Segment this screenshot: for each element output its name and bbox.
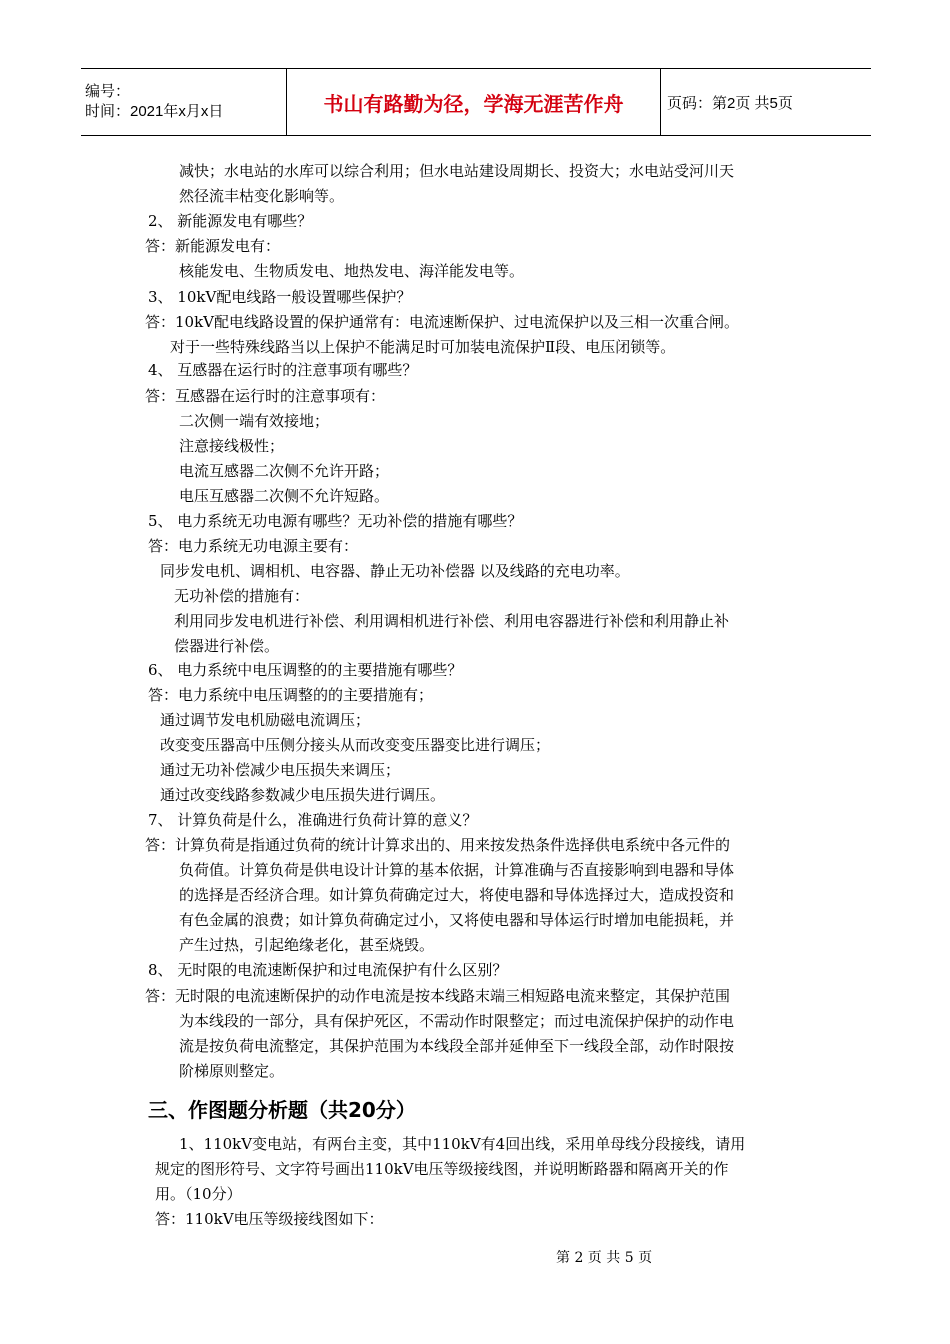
- header-table: [81, 68, 871, 136]
- text-line: 无功补偿的措施有：: [174, 587, 310, 605]
- text-line: 电压互感器二次侧不允许短路。: [179, 487, 390, 505]
- text-line: 阶梯原则整定。: [179, 1062, 285, 1080]
- text-line: 通过改变线路参数减少电压损失进行调压。: [160, 786, 446, 804]
- answer-line: 答：电力系统无功电源主要有：: [148, 537, 359, 555]
- question-line: 2、 新能源发电有哪些？: [148, 212, 313, 230]
- header-info-cell: [81, 69, 287, 136]
- text-line: 注意接线极性；: [179, 437, 285, 455]
- text-line: 同步发电机、调相机、电容器、静止无功补偿器 以及线路的充电功率。: [160, 562, 630, 580]
- answer-line: 答：新能源发电有：: [145, 237, 281, 255]
- text-line: 的选择是否经济合理。如计算负荷确定过大，将使电器和导体选择过大，造成投资和: [179, 886, 735, 904]
- text-line: 利用同步发电机进行补偿、利用调相机进行补偿、利用电容器进行补偿和利用静止补: [174, 612, 730, 630]
- text-line: 流是按负荷电流整定，其保护范围为本线段全部并延伸至下一线段全部，动作时限按: [179, 1037, 735, 1055]
- answer-line: 答：110kV电压等级接线图如下：: [155, 1210, 384, 1228]
- text-line: 通过无功补偿减少电压损失来调压；: [160, 761, 401, 779]
- page-footer: 第 2 页 共 5 页: [556, 1250, 653, 1266]
- text-line: 负荷值。计算负荷是供电设计计算的基本依据，计算准确与否直接影响到电器和导体: [179, 861, 735, 879]
- text-line: 二次侧一端有效接地；: [179, 412, 330, 430]
- number-label: 编号：: [85, 83, 131, 100]
- question-line: 4、 互感器在运行时的注意事项有哪些？: [148, 361, 418, 379]
- text-line: 核能发电、生物质发电、地热发电、海洋能发电等。: [179, 262, 525, 280]
- question-line: 5、 电力系统无功电源有哪些？无功补偿的措施有哪些？: [148, 512, 523, 530]
- answer-line: 答：无时限的电流速断保护的动作电流是按本线路末端三相短路电流来整定，其保护范围: [145, 987, 731, 1005]
- text-line: 用。（10分）: [155, 1185, 242, 1203]
- question-line: 3、 10kV配电线路一般设置哪些保护？: [148, 288, 412, 306]
- page-label: 页码：第2页 共5页: [661, 69, 872, 136]
- question-line: 8、 无时限的电流速断保护和过电流保护有什么区别？: [148, 961, 508, 979]
- text-line: 偿器进行补偿。: [174, 637, 280, 655]
- motto: 书山有路勤为径，学海无涯苦作舟: [287, 69, 661, 136]
- answer-line: 答：10kV配电线路设置的保护通常有：电流速断保护、过电流保护以及三相一次重合闸。: [145, 313, 740, 331]
- text-line: 1、110kV变电站，有两台主变，其中110kV有4回出线，采用单母线分段接线，请用: [179, 1135, 746, 1153]
- date-label: 时间：2021年x月x日: [85, 103, 224, 120]
- question-line: 7、 计算负荷是什么，准确进行负荷计算的意义？: [148, 811, 478, 829]
- answer-line: 答：互感器在运行时的注意事项有：: [145, 387, 386, 405]
- section-title: 三、作图题分析题（共20分）: [148, 1098, 416, 1122]
- text-line: 为本线段的一部分，具有保护死区，不需动作时限整定；而过电流保护保护的动作电: [179, 1012, 735, 1030]
- text-line: 产生过热，引起绝缘老化，甚至烧毁。: [179, 936, 435, 954]
- text-line: 然径流丰枯变化影响等。: [179, 187, 345, 205]
- answer-line: 答：计算负荷是指通过负荷的统计计算求出的、用来按发热条件选择供电系统中各元件的: [145, 836, 731, 854]
- question-line: 6、 电力系统中电压调整的的主要措施有哪些？: [148, 661, 463, 679]
- text-line: 对于一些特殊线路当以上保护不能满足时可加装电流保护Ⅱ段、电压闭锁等。: [170, 338, 676, 356]
- text-line: 有色金属的浪费；如计算负荷确定过小，又将使电器和导体运行时增加电能损耗，并: [179, 911, 735, 929]
- text-line: 改变变压器高中压侧分接头从而改变变压器变比进行调压；: [160, 736, 551, 754]
- text-line: 规定的图形符号、文字符号画出110kV电压等级接线图，并说明断路器和隔离开关的作: [155, 1160, 729, 1178]
- text-line: 电流互感器二次侧不允许开路；: [179, 462, 390, 480]
- text-line: 通过调节发电机励磁电流调压；: [160, 711, 371, 729]
- text-line: 减快；水电站的水库可以综合利用；但水电站建设周期长、投资大；水电站受河川天: [179, 162, 735, 180]
- answer-line: 答：电力系统中电压调整的的主要措施有；: [148, 686, 434, 704]
